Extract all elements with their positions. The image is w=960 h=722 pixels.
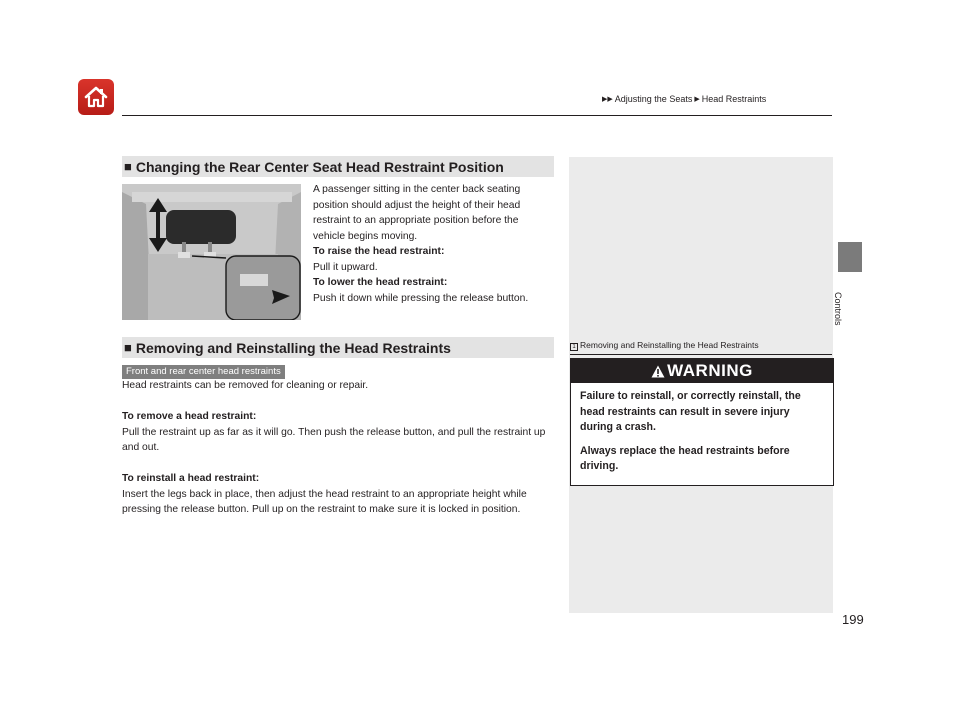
lower-text: Push it down while pressing the release button. xyxy=(313,292,529,304)
square-bullet-icon: ■ xyxy=(124,340,132,355)
side-tab-marker[interactable] xyxy=(838,242,862,272)
section-heading xyxy=(122,337,554,358)
breadcrumb-arrow-icon: ▶▶ xyxy=(602,96,613,103)
head-restraint-illustration xyxy=(122,184,301,320)
reinstall-heading: To reinstall a head restraint: xyxy=(122,473,260,484)
applies-to-label: Front and rear center head restraints xyxy=(122,365,285,379)
section2-intro: Head restraints can be removed for cleaning or repair. xyxy=(122,380,369,391)
home-button[interactable] xyxy=(78,79,114,115)
warning-box xyxy=(570,358,834,486)
side-tab-label: Controls xyxy=(833,292,843,326)
breadcrumb-item[interactable]: Adjusting the Seats xyxy=(614,94,693,104)
raise-heading: To raise the head restraint: xyxy=(313,246,445,257)
warning-text: Failure to reinstall, or correctly reinstall, the head restraints can result in severe injury during a crash. xyxy=(580,390,801,433)
breadcrumb-arrow-icon: ▶ xyxy=(694,96,700,103)
page-number: 199 xyxy=(842,612,864,627)
section1-body xyxy=(313,182,553,306)
raise-text: Pull it upward. xyxy=(313,261,378,273)
reinstall-text: Insert the legs back in place, then adjust the head restraint to an appropriate height while pressing the release button. Pull up on the restraint to make sure it is locked in position. xyxy=(122,488,527,515)
remove-text: Pull the restraint up as far as it will go. Then push the release button, and pull the restraint up and out. xyxy=(122,426,546,453)
note-marker-icon: 1 xyxy=(570,343,578,351)
warning-header xyxy=(571,359,833,383)
section-heading xyxy=(122,156,554,177)
section1-intro: A passenger sitting in the center back seating position should adjust the height of their head restraint to an appropriate position before the vehicle begins moving. xyxy=(313,184,521,242)
warning-icon xyxy=(651,365,665,378)
lower-heading: To lower the head restraint: xyxy=(313,277,448,288)
section2-body xyxy=(122,378,554,518)
section-title: Removing and Reinstalling the Head Restraints xyxy=(135,339,451,356)
note-title[interactable] xyxy=(570,340,832,355)
note-title-text: Removing and Reinstalling the Head Restraints xyxy=(580,340,759,350)
square-bullet-icon: ■ xyxy=(124,159,132,174)
remove-heading: To remove a head restraint: xyxy=(122,411,257,422)
warning-text: Always replace the head restraints before driving. xyxy=(580,444,790,472)
warning-body xyxy=(571,383,833,475)
header-divider xyxy=(122,115,832,116)
breadcrumb-item[interactable]: Head Restraints xyxy=(701,94,767,104)
home-icon xyxy=(82,83,110,111)
section-title: Changing the Rear Center Seat Head Restraint Position xyxy=(135,158,504,175)
warning-label: WARNING xyxy=(667,361,753,380)
breadcrumb xyxy=(602,94,766,104)
